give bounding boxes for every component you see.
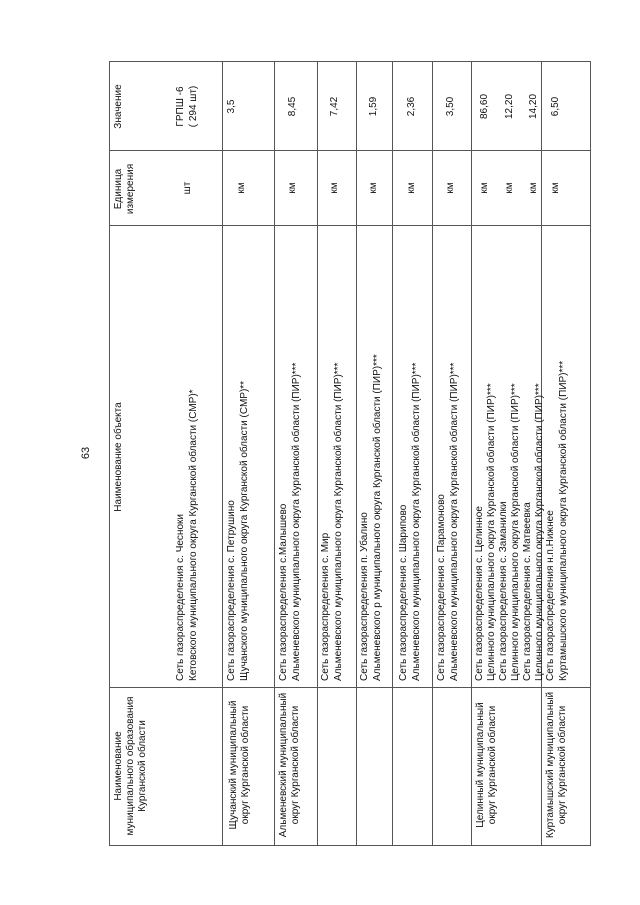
unit-cell: км bbox=[445, 182, 456, 194]
object-name-detail: Щучанского муниципального округа Курганской области (СМР)** bbox=[239, 380, 250, 681]
unit-cell: км bbox=[287, 182, 298, 194]
object-name: Сеть газораспределения н.п.Нижнее bbox=[545, 510, 556, 681]
column-divider bbox=[109, 687, 591, 688]
object-name: Сеть газораспределения с. Мир bbox=[320, 532, 331, 681]
unit-cell: шт bbox=[182, 181, 193, 195]
row-divider bbox=[317, 61, 318, 846]
object-name-detail: Альменевского муниципального округа Курганской области (ПИР)*** bbox=[333, 362, 344, 681]
object-name: Сеть газораспределения с. Чесноки bbox=[175, 514, 186, 681]
unit-cell: км bbox=[504, 182, 515, 194]
object-name-detail: Альменевского муниципального округа Курганской области (ПИР)*** bbox=[411, 362, 422, 681]
object-name-detail: Кетовского муниципального округа Курганской области (СМР)* bbox=[188, 389, 199, 681]
value-cell: 6,50 bbox=[550, 96, 561, 117]
row-divider bbox=[274, 61, 275, 846]
municipality-cell: Альменевский муниципальный округ Курганской области bbox=[278, 692, 301, 838]
value-cell: 3,5 bbox=[226, 99, 237, 114]
unit-cell: км bbox=[479, 182, 490, 194]
object-name: Сеть газораспределения с. Шарипово bbox=[398, 504, 409, 681]
row-divider bbox=[432, 61, 433, 846]
header-value: Значение bbox=[113, 84, 124, 129]
unit-cell: км bbox=[550, 182, 561, 194]
value-cell: 12,20 bbox=[504, 93, 515, 120]
municipality-cell: Целинный муниципальный округ Курганской области bbox=[475, 702, 498, 828]
gas-network-table bbox=[109, 61, 591, 846]
page-number: 63 bbox=[80, 446, 92, 460]
object-name-detail: Целинного муниципального округа Курганской области (ПИР)*** bbox=[510, 383, 521, 681]
object-name: Сеть газораспределения с. Заманилки bbox=[498, 501, 509, 681]
row-divider bbox=[222, 61, 223, 846]
unit-cell: км bbox=[236, 182, 247, 194]
object-name: Сеть газораспределения с. Матвеевка bbox=[522, 502, 533, 681]
object-name-detail: Альменевского муниципального округа Курганской области (ПИР)*** bbox=[449, 362, 460, 681]
value-cell: 2,36 bbox=[406, 96, 417, 117]
value-cell: ГРПШ -6 bbox=[175, 86, 186, 127]
header-unit: Единица измерения bbox=[113, 163, 136, 215]
object-name: Сеть газораспределения с. Петрушино bbox=[226, 500, 237, 681]
object-name: Сеть газораспределения с.Малышево bbox=[278, 503, 289, 681]
value-cell: 86,60 bbox=[479, 93, 490, 120]
object-name-detail: Целинного муниципального округа Курганской области (ПИР)*** bbox=[534, 383, 545, 681]
value-cell: 7,42 bbox=[329, 96, 340, 117]
unit-cell: км bbox=[528, 182, 539, 194]
object-name-detail: Альменевского муниципального округа Курганской области (ПИР)*** bbox=[291, 362, 302, 681]
value-cell: 3,50 bbox=[445, 96, 456, 117]
object-name-detail: Альменевского р муниципального округа Курганской области (ПИР)*** bbox=[372, 354, 383, 681]
row-divider bbox=[392, 61, 393, 846]
value-cell: 1,59 bbox=[368, 96, 379, 117]
value-cell-detail: ( 294 шт) bbox=[188, 85, 199, 128]
column-divider bbox=[109, 225, 591, 226]
value-cell: 14,20 bbox=[528, 93, 539, 120]
value-cell: 8,45 bbox=[287, 96, 298, 117]
header-municipality: Наименование муниципального образования Курганской области bbox=[113, 696, 148, 836]
unit-cell: км bbox=[368, 182, 379, 194]
row-divider bbox=[471, 61, 472, 846]
object-name: Сеть газораспределения с. Парамоново bbox=[436, 494, 447, 681]
object-name-detail: Куртамышского муниципального округа Курганской области (ПИР)*** bbox=[558, 360, 569, 681]
object-name-detail: Целинного муниципального округа Курганской области (ПИР)*** bbox=[486, 383, 497, 681]
row-divider bbox=[356, 61, 357, 846]
column-divider bbox=[109, 150, 591, 151]
unit-cell: км bbox=[406, 182, 417, 194]
object-name: Сеть газораспределения п. Убалино bbox=[359, 512, 370, 681]
header-object-name: Наименование объекта bbox=[113, 402, 124, 512]
municipality-cell: Щучанский муниципальный округ Курганской области bbox=[228, 700, 251, 830]
municipality-cell: Куртамышский муниципальный округ Курганской области bbox=[545, 691, 568, 839]
object-name: Сеть газораспределения с. Целинное bbox=[474, 506, 485, 681]
unit-cell: км bbox=[329, 182, 340, 194]
